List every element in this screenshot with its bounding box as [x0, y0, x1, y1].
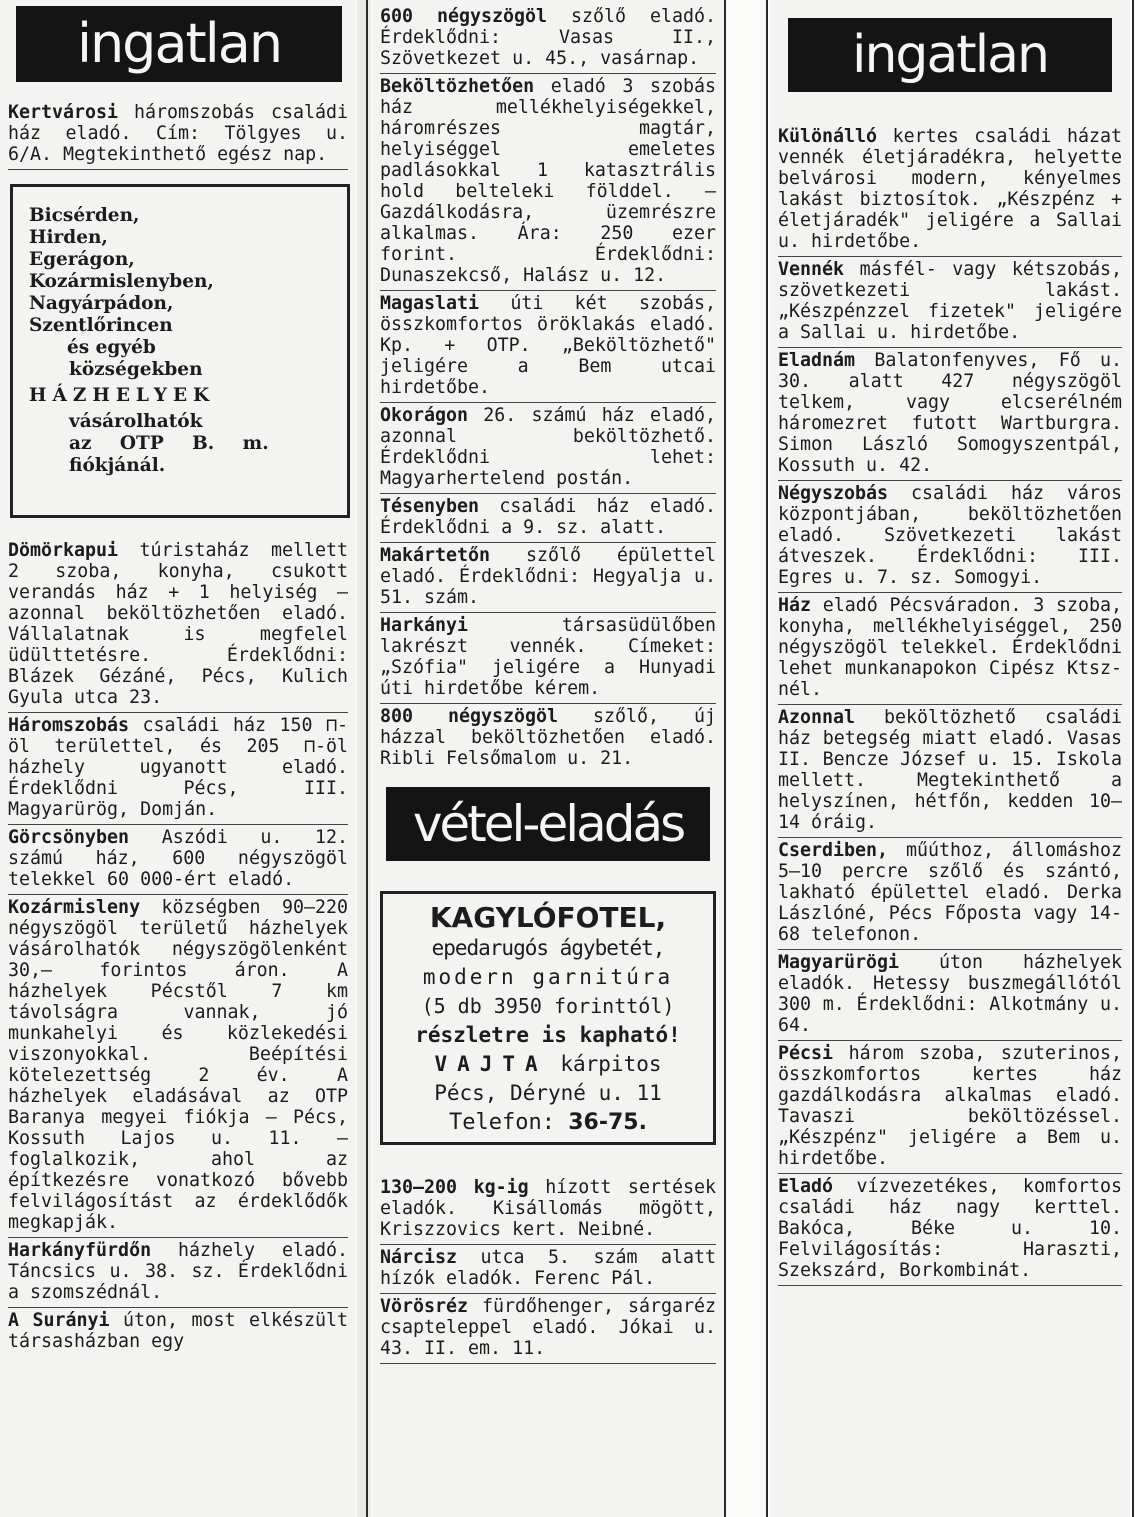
kagylofotel-advert-box [380, 891, 716, 1145]
ad-lead: Háromszobás [8, 715, 130, 736]
classified-ad [8, 538, 348, 713]
ad-text: beköltözhető családi ház betegség miatt eladó. Vasas II. Bencze József u. 15. Iskola mellett. Megtekinthető a helyszínen, hétfőn, kedden 10—14 óráig. [778, 707, 1122, 833]
ad-lead: Makártetőn [380, 545, 491, 566]
column-rule [724, 0, 726, 1517]
ad-text: Balatonfenyves, Fő u. 30. alatt 427 négyszögöl telkem, vagy elcserélném háromezret futott Wartburgra. Simon László Somogyszentpál, Kossuth u. 42. [778, 350, 1122, 476]
classified-ad [8, 713, 348, 825]
ad-text: három szoba, szuterinos, összkomfortos kertes ház gazdálkodásra alkalmas eladó. Tavaszi beköltözéssel. „Készpénz" jeligére a Bem u. hirdetőbe. [778, 1043, 1122, 1169]
ad-text: Aszódi u. 12. számú ház, 600 négyszögöl telekkel 60 000-ért eladó. [8, 827, 348, 890]
classified-ad [380, 1294, 716, 1364]
ad-text: úti két szobás, összkomfortos öröklakás eladó. Kp. + OTP. „Beköltözhető" jeligére a Bem utcai hirdetőbe. [380, 293, 716, 398]
ad-lead: Különálló [778, 126, 878, 147]
box-line: vásárolhatók [69, 411, 203, 432]
classified-ad [380, 494, 716, 543]
advert-company: VAJTA [434, 1052, 548, 1076]
classified-ad [380, 403, 716, 494]
ad-text: családi ház eladó. Érdeklődni a 9. sz. alatt. [380, 496, 716, 538]
otp-houseplots-box [10, 184, 350, 518]
classified-ad [8, 1238, 348, 1308]
classified-ad [778, 124, 1122, 257]
ad-lead: Eladnám [778, 350, 856, 371]
classified-ad [380, 543, 716, 613]
advert-line: modern garnitúra [422, 965, 674, 989]
column-rule [1132, 0, 1134, 1517]
ad-lead: Görcsönyben [8, 827, 130, 848]
advert-line: kárpitos [560, 1052, 662, 1076]
column-gutter [726, 0, 768, 1517]
ad-lead: Cserdiben, [778, 840, 889, 861]
advert-line: (5 db 3950 forinttól) [421, 994, 675, 1018]
classified-ad [380, 1175, 716, 1245]
ad-text: úton, most elkészült társasházban egy [8, 1310, 348, 1352]
section-header-vetel-eladas: vétel-eladás [386, 787, 710, 861]
box-place: Kozármislenyben, [29, 271, 214, 292]
ad-lead: Magaslati [380, 293, 480, 314]
ad-text: községben 90—220 négyszögöl területű házhelyek vásárolhatók négyszögölenként 30,— forintos áron. A házhelyek Pécstől 7 km távolságra vannak, jó munkahelyi és közlekedési viszonyokkal. Beépítési kötelezettség 2 év. A házhelyek eladásával az OTP Baranya megyei fiókja — Pécs, Kossuth Lajos u. 11. — foglalkozik, ahol az építkezésre vonatkozó bővebb felvilágosítást az érdeklődők megkapják. [8, 897, 348, 1233]
column-right [770, 0, 1130, 1517]
ad-lead: Ház [778, 595, 812, 616]
ad-lead: Okorágon [380, 405, 469, 426]
ad-text: másfél- vagy kétszobás, szövetkezeti lakást. „Készpénzzel fizetek" jeligére a Sallai u. hirdetőbe. [778, 259, 1122, 343]
advert-phone: 36-75. [568, 1110, 647, 1135]
ad-lead: Magyarürögi [778, 952, 900, 973]
classified-ad [8, 100, 348, 170]
box-place: Egerágon, [29, 249, 135, 270]
classified-ad [778, 1174, 1122, 1286]
classified-ad [778, 950, 1122, 1041]
advert-line: részletre is kapható! [415, 1023, 681, 1047]
classified-ad [380, 1245, 716, 1294]
box-place: Nagyárpádon, [29, 293, 174, 314]
classified-ad [8, 895, 348, 1238]
ad-lead: Harkányfürdőn [8, 1240, 152, 1261]
ad-text: kertes családi házat vennék életjáradékra, helyette belvárosi modern, kényelmes lakást biztosítok. „Készpénz + életjáradék" jeligére a Sallai u. hirdetőbe. [778, 126, 1122, 252]
ad-text: vízvezetékes, komfortos családi ház nagy kerttel. Bakóca, Béke u. 10. Felvilágosítás: Haraszti, Szekszárd, Borkombinát. [778, 1176, 1122, 1281]
classified-ad [778, 593, 1122, 705]
advert-line: epedarugós ágybetét, [431, 936, 665, 960]
ad-lead: Nárcisz [380, 1247, 458, 1268]
ad-text: eladó 3 szobás ház mellékhelyiségekkel, háromrészes magtár, helyiséggel emeletes padlásokkal 1 katasztrális hold belteleki földdel. — Gazdálkodásra, üzemrészre alkalmas. Ára: 250 ezer forint. Érdeklődni: Dunaszekcső, Halász u. 12. [380, 76, 716, 286]
advert-title: KAGYLÓFOTEL, [429, 901, 667, 934]
classified-ad [380, 74, 716, 291]
box-line: fiókjánál. [69, 455, 166, 476]
box-and-other: és egyéb [67, 337, 156, 358]
classified-ad [380, 704, 716, 773]
box-villages: községekben [69, 359, 203, 380]
ad-lead: Beköltözhetően [380, 76, 535, 97]
ad-lead: Négyszobás [778, 483, 889, 504]
ad-lead: Kozármisleny [8, 897, 141, 918]
box-title: HÁZHELYEK [29, 385, 216, 406]
classified-ad [778, 705, 1122, 838]
ad-text: utca 5. szám alatt hízók eladók. Ferenc Pál. [380, 1247, 716, 1289]
classified-ad [380, 613, 716, 704]
classified-ad [380, 291, 716, 403]
classified-ad [778, 838, 1122, 950]
ad-lead: A Surányi [8, 1310, 110, 1331]
column-rule [366, 0, 368, 1517]
ad-text: szőlő épülettel eladó. Érdeklődni: Hegyalja u. 51. szám. [380, 545, 716, 608]
ad-text: társasüdülőben lakrészt vennék. Címeket: „Szófia" jeligére a Hunyadi úti hirdetőbe kérem. [380, 615, 716, 699]
ad-lead: 800 négyszögöl [380, 706, 559, 727]
box-place: Hirden, [29, 227, 108, 248]
ad-text: szőlő, új házzal beköltözhetően eladó. Ribli Felsőmalom u. 21. [380, 706, 717, 769]
classified-ad [8, 1308, 348, 1356]
ad-lead: Eladó [778, 1176, 834, 1197]
classified-ad [380, 4, 716, 74]
box-line: az OTP B. m. [69, 433, 269, 454]
classified-ad [8, 825, 348, 895]
box-place: Bicsérden, [29, 205, 140, 226]
ad-text: eladó Pécsváradon. 3 szoba, konyha, mellékhelyiséggel, 250 négyszögöl telekkel. Érdeklődni lehet munkanapokon Cipész Ktsz-nél. [778, 595, 1122, 700]
ad-lead: Vörösréz [380, 1296, 469, 1317]
ad-text: 26. számú ház eladó, azonnal beköltözhető. Érdeklődni lehet: Magyarhertelend postán. [380, 405, 716, 489]
ad-text: családi ház város központjában, beköltözhetően eladó. Szövetkezeti lakást átveszek. Érdeklődni: III. Egres u. 7. sz. Somogyi. [778, 483, 1122, 588]
ad-lead: Harkányi [380, 615, 469, 636]
ad-lead: Vennék [778, 259, 845, 280]
ad-text: úton házhelyek eladók. Hetessy buszmegállótól 300 m. Érdeklődni: Alkotmány u. 64. [778, 952, 1122, 1036]
column-gutter [357, 0, 371, 1517]
column-rule [766, 0, 768, 1517]
ad-text: háromszobás családi ház eladó. Cím: Tölgyes u. 6/A. Megtekinthető egész nap. [8, 102, 348, 165]
ad-text: házhely eladó. Táncsics u. 38. sz. Érdeklődni a szomszédnál. [8, 1240, 348, 1303]
classified-ad [778, 481, 1122, 593]
column-middle [372, 0, 724, 1517]
ad-text: túristaház mellett 2 szoba, konyha, csukott verandás ház + 1 helyiség — azonnal beköltözhetően eladó. Vállalatnak is megfelel üdülttetésre. Érdeklődni: Blázek Gézáné, Pécs, Kulich Gyula utca 23. [8, 540, 348, 708]
ad-text: szőlő eladó. Érdeklődni: Vasas II., Szövetkezet u. 45., vasárnap. [380, 6, 716, 69]
ad-text: műúthoz, állomáshoz 5—10 percre szőlő és szántó, lakható épülettel eladó. Derka Lászlóné, Pécs Főposta vagy 14-68 telefonon. [778, 840, 1122, 945]
advert-address: Pécs, Déryné u. 11 [434, 1081, 662, 1105]
box-place: Szentlőrincen [29, 315, 173, 336]
classified-ad [778, 257, 1122, 348]
column-left [0, 0, 356, 1517]
section-header-ingatlan: ingatlan [788, 18, 1112, 92]
ad-text: fürdőhenger, sárgaréz csapteleppel eladó. Jókai u. 43. II. em. 11. [380, 1296, 716, 1359]
advert-phone-label: Telefon: [449, 1110, 555, 1135]
ad-lead: Pécsi [778, 1043, 834, 1064]
classified-ad [778, 1041, 1122, 1174]
section-header-ingatlan: ingatlan [16, 6, 342, 82]
ad-text: hízott sertések eladók. Kisállomás mögött, Kriszzovics kert. Neibné. [380, 1177, 716, 1240]
ad-lead: Azonnal [778, 707, 856, 728]
ad-lead: Tésenyben [380, 496, 480, 517]
ad-lead: 130—200 kg-ig [380, 1177, 529, 1198]
ad-lead: Dömörkapui [8, 540, 119, 561]
classified-ad [778, 348, 1122, 481]
ad-text: családi ház 150 ⊓-öl területtel, és 205 ⊓-öl házhely ugyanott eladó. Érdeklődni Pécs, III. Magyarürög, Domján. [8, 715, 348, 820]
ad-lead: Kertvárosi [8, 102, 119, 123]
ad-lead: 600 négyszögöl [380, 6, 548, 27]
